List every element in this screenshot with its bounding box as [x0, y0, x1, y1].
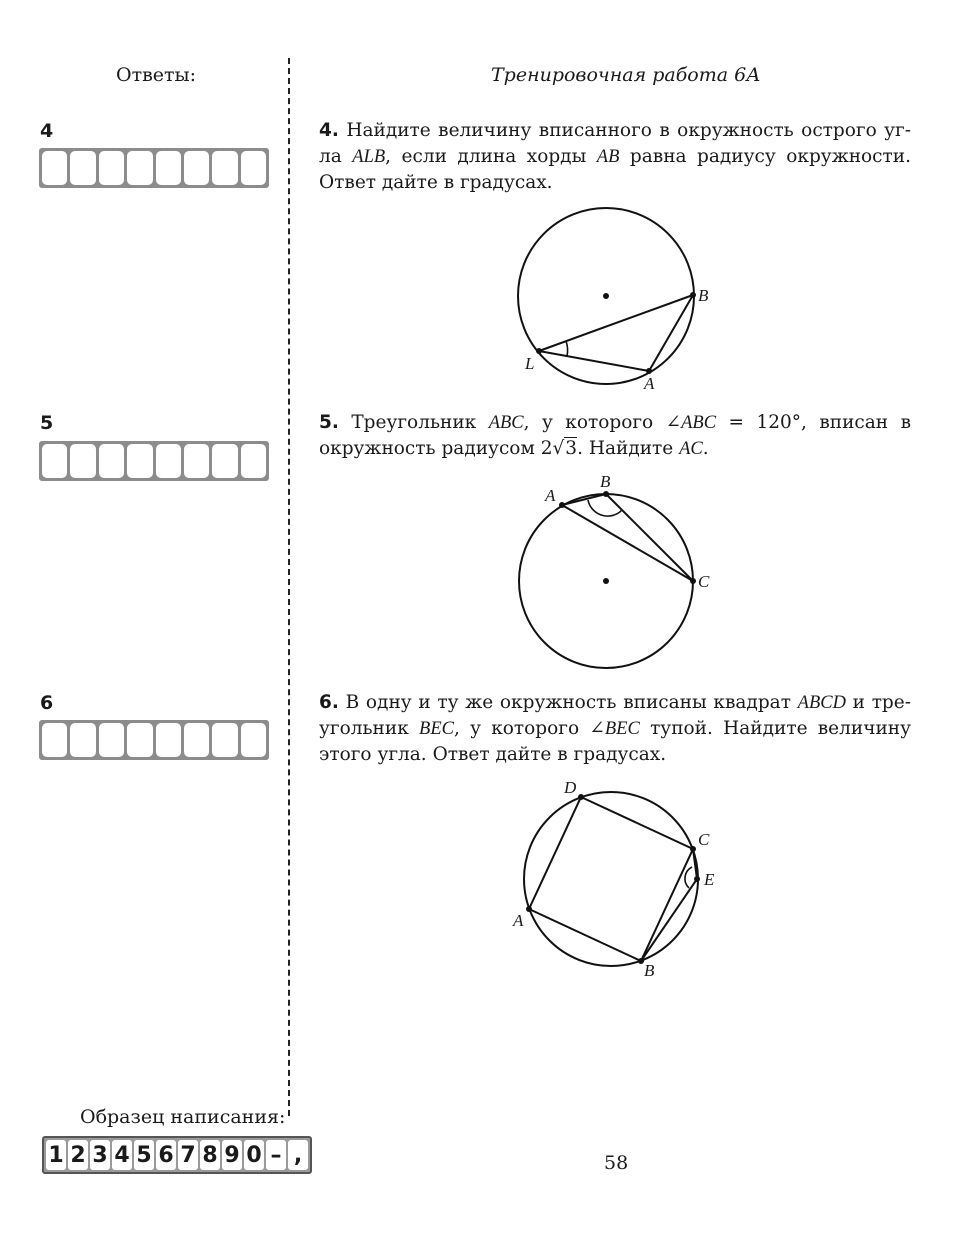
task-5-figure [500, 470, 740, 680]
task-6-figure [500, 775, 740, 985]
sample-glyph: 7 [178, 1140, 198, 1170]
sample-glyph: 1 [46, 1140, 66, 1170]
sample-glyph: 5 [134, 1140, 154, 1170]
task-5-label-C: C [698, 572, 710, 591]
sample-glyph: 6 [156, 1140, 176, 1170]
column-divider [288, 58, 290, 1116]
answer-boxes-5[interactable] [39, 441, 269, 481]
task-6-label-B: B [644, 961, 655, 980]
task-4-label-A: A [644, 374, 655, 393]
sample-glyph: 8 [200, 1140, 220, 1170]
task-6-label-A: A [513, 911, 524, 930]
sample-glyph: 3 [90, 1140, 110, 1170]
answer-number-6: 6 [40, 692, 54, 714]
sample-glyph: 4 [112, 1140, 132, 1170]
task-4-text: 4. Найдите величину вписанного в окружность острого угла ALB, если длина хорды AB равна радиусу окружности. Ответ дайте в градусах. [319, 120, 911, 193]
sample-glyph: 9 [222, 1140, 242, 1170]
answer-number-5: 5 [40, 412, 54, 434]
task-5-label-A: A [545, 486, 556, 505]
sample-glyph: 0 [244, 1140, 264, 1170]
answer-boxes-4[interactable] [39, 148, 269, 188]
answer-boxes-6[interactable] [39, 720, 269, 760]
answers-header: Ответы: [116, 64, 197, 86]
task-5-number: 5. [319, 412, 339, 433]
task-4-figure [500, 200, 740, 400]
task-6-label-E: E [704, 870, 715, 889]
task-5-text: 5. Треугольник ABC, у которого ∠ABC = 120°, вписан в окружность радиусом 2√3. Найдите AC. [319, 412, 911, 459]
sample-glyph: – [266, 1140, 286, 1170]
answer-number-4: 4 [40, 120, 54, 142]
task-6-label-C: C [698, 830, 710, 849]
sample-label: Образец написания: [80, 1106, 286, 1128]
task-5-label-B: B [600, 472, 611, 491]
sample-digits [42, 1136, 312, 1174]
task-4-label-B: B [698, 286, 709, 305]
task-6-number: 6. [319, 692, 339, 713]
work-title: Тренировочная работа 6А [491, 64, 761, 86]
sample-glyph: 2 [68, 1140, 88, 1170]
task-6-text: 6. В одну и ту же окружность вписаны квадрат ABCD и треугольник BEC, у которого ∠BEC тупой. Найдите величину этого угла. Ответ дайте в градусах. [319, 692, 911, 765]
sample-glyph: , [288, 1140, 308, 1170]
page-number: 58 [604, 1152, 629, 1174]
task-6-label-D: D [564, 778, 577, 797]
task-4-number: 4. [319, 120, 339, 141]
task-4-label-L: L [525, 354, 535, 373]
